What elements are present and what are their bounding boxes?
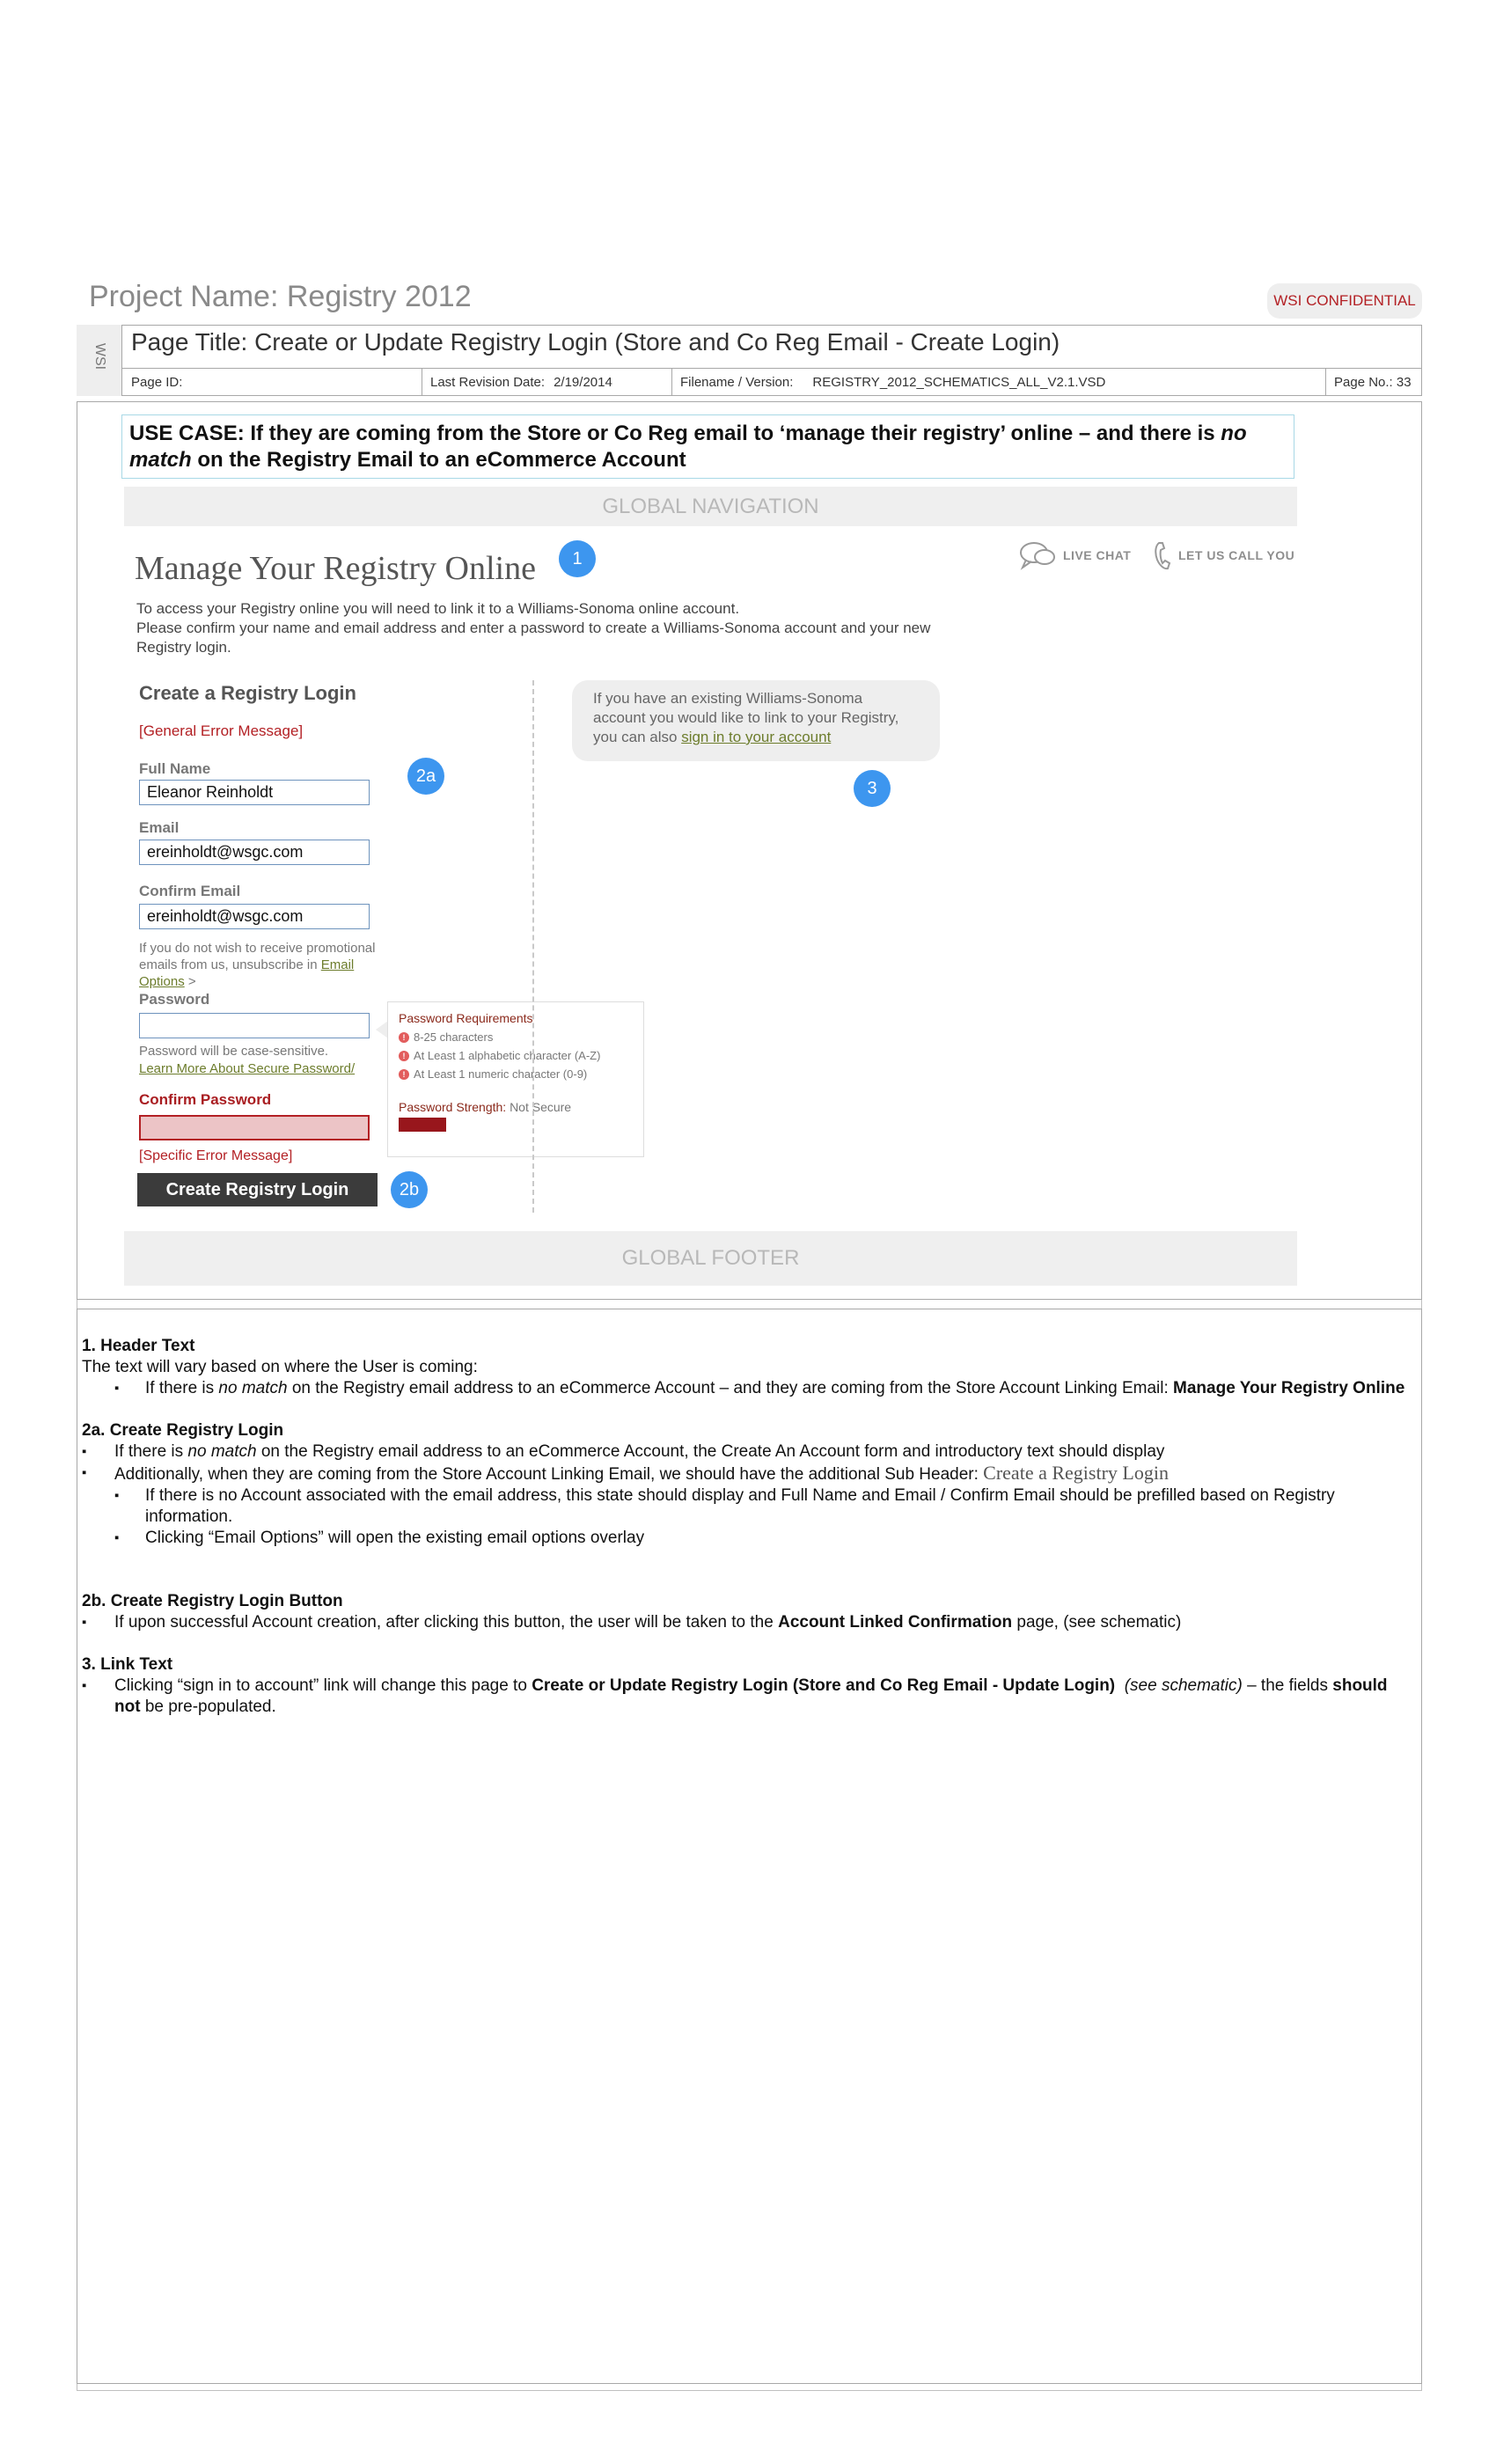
- notes-section: [82, 1336, 1415, 1718]
- intro-line-2: Please confirm your name and email address and enter a password to create a Williams-Sonoma account and your new Registry login.: [136, 620, 931, 656]
- strength-label: Password Strength:: [399, 1100, 507, 1114]
- email-label: Email: [139, 819, 180, 836]
- password-label: Password: [139, 991, 210, 1008]
- email-options-arrow: >: [184, 974, 196, 989]
- error-dot-icon: !: [399, 1051, 409, 1061]
- email-field[interactable]: ereinholdt@wsgc.com: [139, 840, 370, 865]
- general-error-message: [General Error Message]: [139, 722, 304, 739]
- note-2a-sub-bullet-1: ▪ If there is no Account associated with the email address, this state should display and Full Name and Email / Confirm Email should be prefilled based on Registry information.: [82, 1485, 1415, 1528]
- page-id-label: Page ID:: [131, 375, 183, 390]
- strength-bar: [399, 1118, 446, 1132]
- requirement-1: ! 8-25 characters: [399, 1030, 633, 1044]
- confirm-password-field[interactable]: [139, 1115, 370, 1140]
- note-1-bullet: ▪ If there is no match on the Registry email address to an eCommerce Account – and they are coming from the Store Account Linking Email: Manage Your Registry Online: [82, 1378, 1415, 1399]
- call-you-label: LET US CALL YOU: [1178, 548, 1295, 562]
- note-3-bullet: ▪ Clicking “sign in to account” link will change this page to Create or Update Registry Login (Store and Co Reg Email - Update Login) (see schematic) – the fields should not be pre-populated.: [82, 1676, 1415, 1718]
- filename-cell: [671, 369, 1105, 396]
- specific-error-message: [Specific Error Message]: [139, 1148, 293, 1163]
- filename-label: Filename / Version:: [680, 375, 794, 390]
- popup-pointer: [376, 1021, 388, 1038]
- note-3-heading: 3. Link Text: [82, 1655, 173, 1674]
- strength-value: Not Secure: [510, 1100, 572, 1114]
- revision-cell: [422, 369, 612, 396]
- intro-text: [136, 599, 946, 657]
- revision-label: Last Revision Date:: [430, 375, 546, 390]
- confirm-email-label: Confirm Email: [139, 883, 241, 899]
- use-case-box: [121, 414, 1294, 479]
- password-strength: [399, 1100, 633, 1114]
- note-2a-sub-bullet-2: ▪ Clicking “Email Options” will open the existing email options overlay: [82, 1528, 1415, 1549]
- password-requirements-popup: [387, 1001, 644, 1157]
- use-case-text-2: on the Registry Email to an eCommerce Account: [191, 448, 686, 472]
- annotation-badge-2a: 2a: [407, 758, 444, 795]
- error-dot-icon: !: [399, 1069, 409, 1080]
- full-name-field[interactable]: Eleanor Reinholdt: [139, 780, 370, 805]
- create-registry-login-button[interactable]: Create Registry Login: [137, 1173, 378, 1206]
- form-title: Create a Registry Login: [139, 682, 356, 704]
- filename-value: REGISTRY_2012_SCHEMATICS_ALL_V2.1.VSD: [812, 375, 1106, 390]
- page-number: Page No.: 33: [1334, 375, 1412, 390]
- chat-icon: [1019, 540, 1058, 570]
- note-2a-bullet-1: ▪ If there is no match on the Registry email address to an eCommerce Account, the Create An Account form and introductory text should display: [82, 1441, 1415, 1463]
- password-note: Password will be case-sensitive.: [139, 1044, 329, 1059]
- page-title: Page Title: Create or Update Registry Login (Store and Co Reg Email - Create Login): [131, 328, 1060, 356]
- requirement-2: ! At Least 1 alphabetic character (A-Z): [399, 1049, 633, 1062]
- note-2b-bullet: ▪ If upon successful Account creation, after clicking this button, the user will be taken to the Account Linked Confirmation page, (see schematic): [82, 1612, 1415, 1633]
- requirement-3: ! At Least 1 numeric character (0-9): [399, 1067, 633, 1081]
- project-name: Project Name: Registry 2012: [89, 280, 472, 313]
- use-case-italic: no match: [129, 422, 1247, 472]
- secure-password-link[interactable]: Learn More About Secure Password/: [139, 1061, 356, 1076]
- revision-value: 2/19/2014: [554, 375, 612, 390]
- annotation-badge-1: 1: [559, 540, 596, 577]
- header-side-label: WSI: [92, 342, 107, 370]
- email-options-link[interactable]: Email Options: [139, 957, 355, 989]
- confirm-email-field[interactable]: ereinholdt@wsgc.com: [139, 904, 370, 929]
- annotation-badge-3: 3: [854, 770, 891, 807]
- manage-registry-title: Manage Your Registry Online: [135, 550, 536, 587]
- password-field[interactable]: [139, 1013, 370, 1038]
- global-navigation[interactable]: GLOBAL NAVIGATION: [124, 487, 1297, 526]
- note-2a-bullet-2: ▪ Additionally, when they are coming from the Store Account Linking Email, we should have the additional Sub Header: Create a Registry Login: [82, 1463, 1415, 1485]
- call-you-link[interactable]: [1154, 540, 1294, 570]
- confirm-password-label: Confirm Password: [139, 1091, 272, 1108]
- signin-text: If you have an existing Williams-Sonoma account you would like to link to your Registry, you can also: [593, 690, 899, 745]
- note-1-intro: The text will vary based on where the User is coming:: [82, 1358, 478, 1376]
- live-chat-label: LIVE CHAT: [1063, 548, 1132, 562]
- intro-line-1: To access your Registry online you will need to link it to a Williams-Sonoma online account.: [136, 600, 740, 617]
- phone-icon: [1154, 540, 1173, 570]
- signin-link[interactable]: sign in to your account: [681, 729, 832, 745]
- global-footer[interactable]: GLOBAL FOOTER: [124, 1231, 1297, 1286]
- full-name-label: Full Name: [139, 760, 211, 777]
- signin-bubble: [572, 680, 940, 761]
- column-divider: [532, 680, 534, 1213]
- use-case-text-1: USE CASE: If they are coming from the Store or Co Reg email to ‘manage their registry’ online – and there is: [129, 422, 1221, 445]
- meta-row: [122, 368, 1422, 396]
- note-1-heading: 1. Header Text: [82, 1337, 195, 1355]
- confidential-badge: WSI CONFIDENTIAL: [1267, 283, 1422, 319]
- note-2a-heading: 2a. Create Registry Login: [82, 1421, 284, 1440]
- promo-text-body: If you do not wish to receive promotional emails from us, unsubscribe in: [139, 941, 376, 972]
- note-2b-heading: 2b. Create Registry Login Button: [82, 1592, 343, 1610]
- annotation-badge-2b: 2b: [391, 1171, 428, 1208]
- error-dot-icon: !: [399, 1032, 409, 1043]
- live-chat-link[interactable]: [1019, 540, 1131, 570]
- promo-text: [139, 940, 403, 990]
- password-requirements-title: Password Requirements: [399, 1011, 533, 1025]
